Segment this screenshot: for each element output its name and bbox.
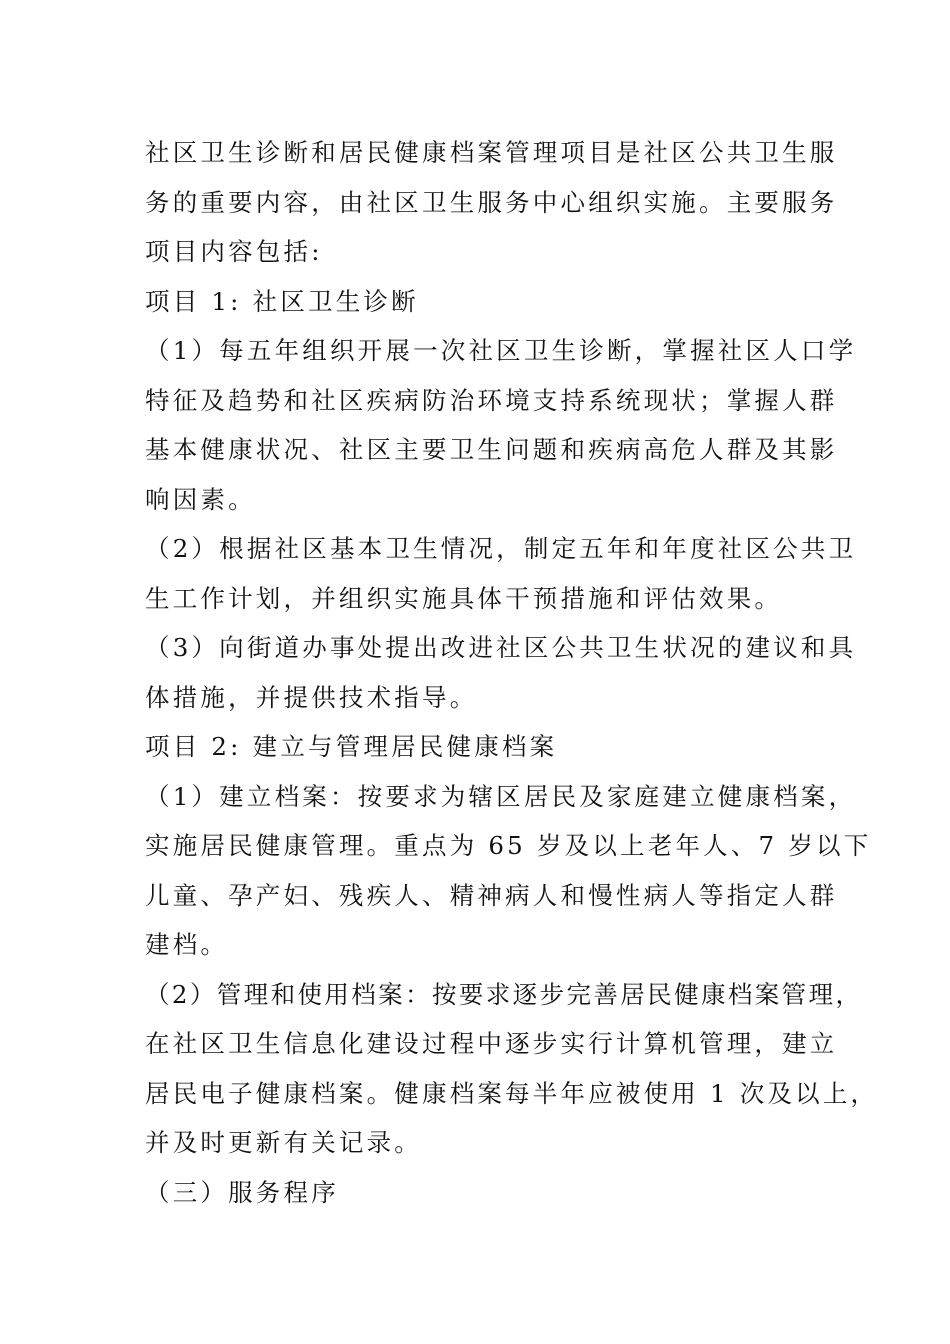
section-heading-project-1: 项目 1: 社区卫生诊断: [145, 286, 419, 316]
paragraph-line: 儿童、孕产妇、残疾人、精神病人和慢性病人等指定人群: [145, 880, 838, 910]
paragraph-line: 特征及趋势和社区疾病防治环境支持系统现状；掌握人群: [145, 385, 838, 415]
paragraph-line: 社区卫生诊断和居民健康档案管理项目是社区公共卫生服: [145, 138, 838, 167]
section-heading-service-procedure: （三）服务程序: [145, 1177, 339, 1207]
paragraph-line: 居民电子健康档案。健康档案每半年应被使用 1 次及以上，: [145, 1078, 879, 1108]
paragraph-line: 基本健康状况、社区主要卫生问题和疾病高危人群及其影: [145, 435, 838, 464]
paragraph-line: （1）每五年组织开展一次社区卫生诊断，掌握社区人口学: [145, 336, 857, 365]
section-heading-project-2: 项目 2: 建立与管理居民健康档案: [145, 732, 558, 761]
paragraph-line: 实施居民健康管理。重点为 65 岁及以上老年人、7 岁以下: [145, 831, 872, 860]
paragraph-line: 并及时更新有关记录。: [145, 1128, 422, 1157]
paragraph-line: （2）管理和使用档案：按要求逐步完善居民健康档案管理，: [145, 979, 863, 1009]
paragraph-line: 生工作计划，并组织实施具体干预措施和评估效果。: [145, 583, 783, 613]
paragraph-line: 项目内容包括:: [145, 237, 323, 266]
paragraph-line: 务的重要内容，由社区卫生服务中心组织实施。主要服务: [145, 187, 838, 217]
paragraph-line: 在社区卫生信息化建设过程中逐步实行计算机管理，建立: [145, 1029, 838, 1058]
paragraph-line: （1）建立档案：按要求为辖区居民及家庭建立健康档案，: [145, 781, 857, 811]
paragraph-line: （3）向街道办事处提出改进社区公共卫生状况的建议和具: [145, 633, 857, 662]
paragraph-line: 建档。: [145, 930, 229, 959]
paragraph-line: 体措施，并提供技术指导。: [145, 682, 478, 712]
document-body: [145, 128, 879, 1217]
paragraph-line: 响因素。: [145, 484, 256, 514]
paragraph-line: （2）根据社区基本卫生情况，制定五年和年度社区公共卫: [145, 534, 857, 563]
